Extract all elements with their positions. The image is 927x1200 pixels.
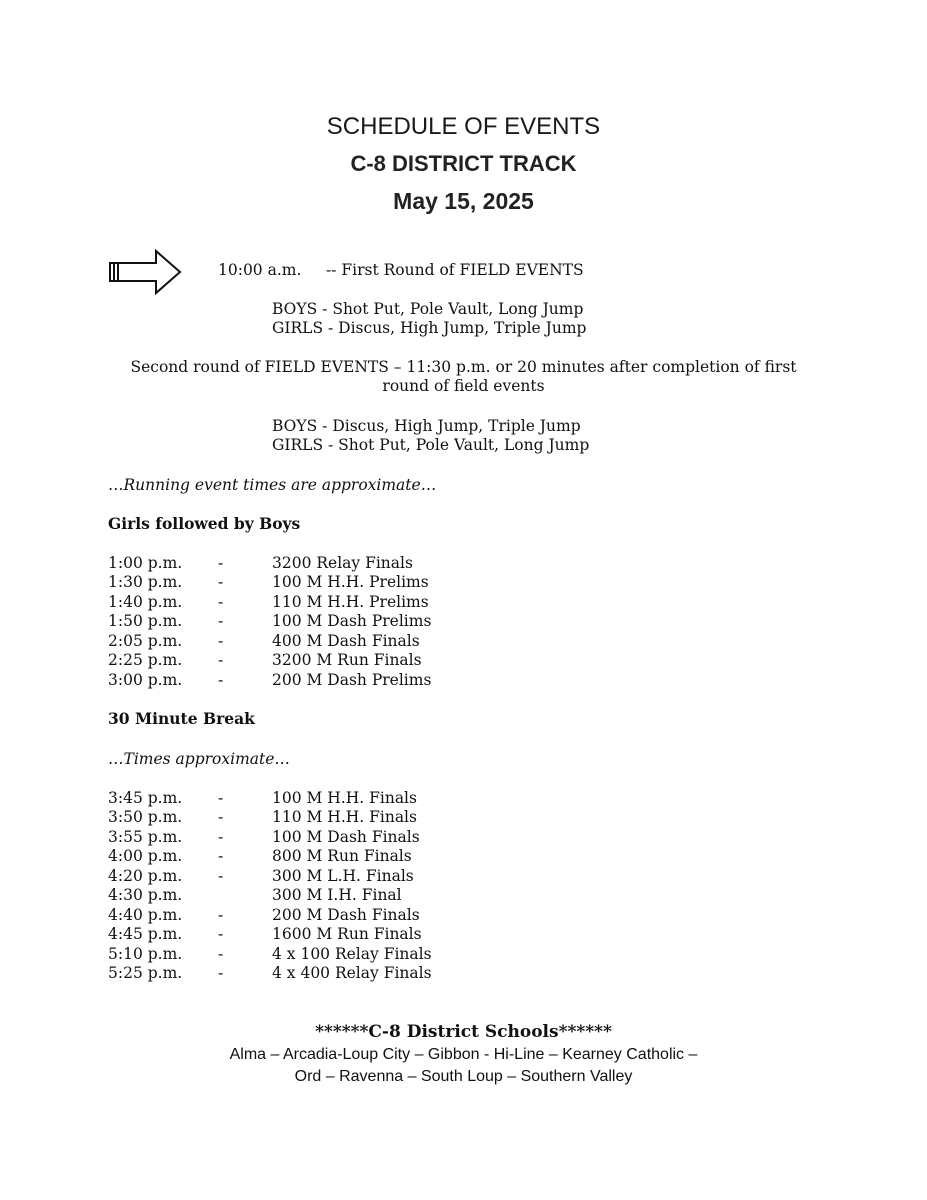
row-time: 1:00 p.m.	[108, 554, 183, 572]
row-dash: -	[218, 964, 224, 982]
row-dash: -	[218, 828, 224, 846]
row-dash: -	[218, 789, 224, 807]
row-dash: -	[218, 671, 224, 689]
row-time: 2:05 p.m.	[108, 632, 183, 650]
row-dash: -	[218, 808, 224, 826]
row-time: 5:10 p.m.	[108, 945, 183, 963]
row-event: 100 M Dash Finals	[272, 828, 420, 846]
schools-line2: Ord – Ravenna – South Loup – Southern Valley	[294, 1068, 633, 1085]
second-round-line1: Second round of FIELD EVENTS – 11:30 p.m. or 20 minutes after completion of first	[130, 358, 797, 376]
row-event: 200 M Dash Prelims	[272, 671, 432, 689]
row-time: 1:40 p.m.	[108, 593, 183, 611]
row-time: 1:30 p.m.	[108, 573, 183, 591]
row-dash: -	[218, 925, 224, 943]
row-time: 4:20 p.m.	[108, 867, 183, 885]
first-round-boys: BOYS - Shot Put, Pole Vault, Long Jump	[272, 300, 584, 318]
row-event: 110 M H.H. Prelims	[272, 593, 429, 611]
row-time: 3:50 p.m.	[108, 808, 183, 826]
second-round-boys: BOYS - Discus, High Jump, Triple Jump	[272, 417, 581, 435]
row-event: 3200 Relay Finals	[272, 554, 413, 572]
row-time: 2:25 p.m.	[108, 651, 183, 669]
event-date: May 15, 2025	[393, 188, 534, 214]
row-dash: -	[218, 867, 224, 885]
row-dash: -	[218, 906, 224, 924]
row-time: 4:45 p.m.	[108, 925, 183, 943]
row-time: 5:25 p.m.	[108, 964, 183, 982]
row-event: 100 M H.H. Finals	[272, 789, 417, 807]
running-note: …Running event times are approximate…	[108, 476, 437, 494]
row-dash: -	[218, 573, 224, 591]
row-time: 3:00 p.m.	[108, 671, 183, 689]
row-time: 4:40 p.m.	[108, 906, 183, 924]
second-round-girls: GIRLS - Shot Put, Pole Vault, Long Jump	[272, 436, 590, 454]
break-heading: 30 Minute Break	[108, 709, 255, 728]
girls-boys-heading: Girls followed by Boys	[108, 514, 301, 533]
row-event: 4 x 100 Relay Finals	[272, 945, 432, 963]
row-dash: -	[218, 554, 224, 572]
row-dash: -	[218, 945, 224, 963]
row-event: 100 M Dash Prelims	[272, 612, 432, 630]
row-event: 110 M H.H. Finals	[272, 808, 417, 826]
first-round-label: -- First Round of FIELD EVENTS	[326, 261, 584, 279]
schools-heading: ******C-8 District Schools******	[315, 1022, 612, 1042]
first-round-girls: GIRLS - Discus, High Jump, Triple Jump	[272, 319, 587, 337]
second-round-line2: round of field events	[382, 377, 545, 395]
row-event: 100 M H.H. Prelims	[272, 573, 429, 591]
row-event: 200 M Dash Finals	[272, 906, 420, 924]
row-event: 300 M L.H. Finals	[272, 867, 414, 885]
row-event: 4 x 400 Relay Finals	[272, 964, 432, 982]
right-arrow-icon	[108, 248, 184, 296]
row-event: 1600 M Run Finals	[272, 925, 422, 943]
row-dash: -	[218, 593, 224, 611]
row-dash: -	[218, 632, 224, 650]
row-time: 3:55 p.m.	[108, 828, 183, 846]
row-time: 1:50 p.m.	[108, 612, 183, 630]
row-dash: -	[218, 847, 224, 865]
page-title: SCHEDULE OF EVENTS	[326, 113, 601, 140]
page-subtitle: C-8 DISTRICT TRACK	[350, 151, 577, 176]
row-dash: -	[218, 612, 224, 630]
row-event: 800 M Run Finals	[272, 847, 412, 865]
row-event: 400 M Dash Finals	[272, 632, 420, 650]
row-dash: -	[218, 651, 224, 669]
row-event: 3200 M Run Finals	[272, 651, 422, 669]
schools-line1: Alma – Arcadia-Loup City – Gibbon - Hi-Line – Kearney Catholic –	[229, 1046, 698, 1063]
row-time: 3:45 p.m.	[108, 789, 183, 807]
row-time: 4:30 p.m.	[108, 886, 183, 904]
first-round-time: 10:00 a.m.	[218, 261, 302, 279]
row-event: 300 M I.H. Final	[272, 886, 402, 904]
times-note: …Times approximate…	[108, 750, 290, 768]
row-time: 4:00 p.m.	[108, 847, 183, 865]
